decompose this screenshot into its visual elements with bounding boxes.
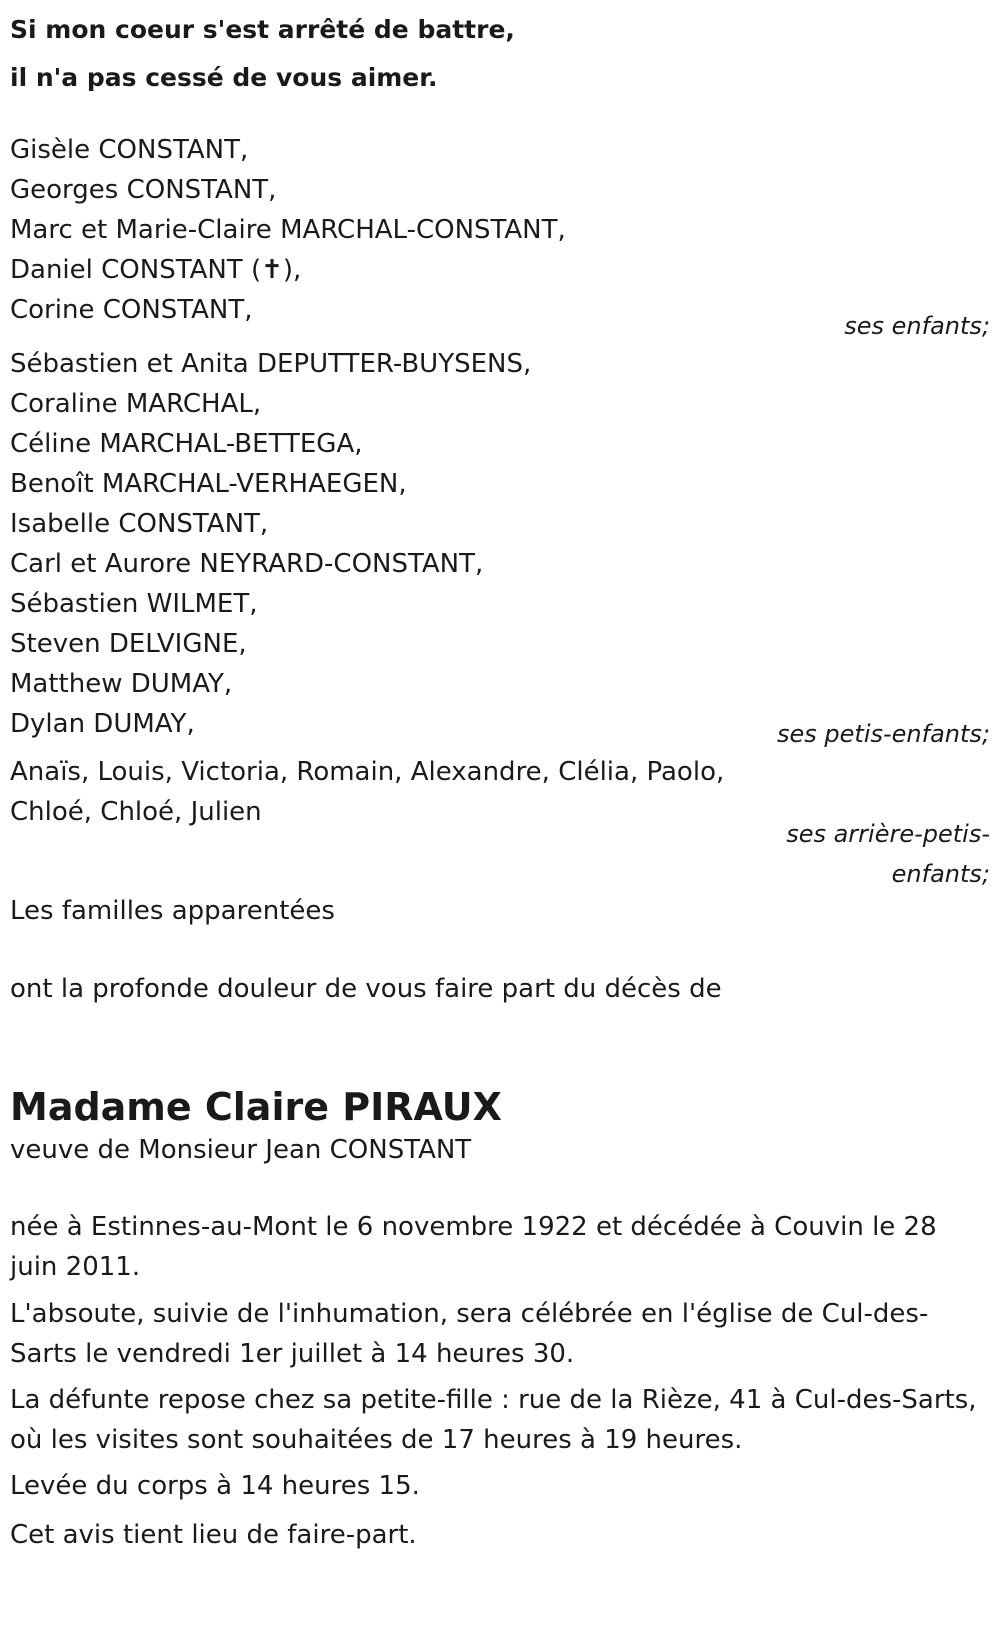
grandchild-name: Steven DELVIGNE, [10, 629, 247, 659]
child-name: Gisèle CONSTANT, [10, 135, 249, 165]
child-name: Marc et Marie-Claire MARCHAL-CONSTANT, [10, 215, 566, 245]
epitaph [10, 6, 515, 102]
notice-line: Cet avis tient lieu de faire-part. [10, 1520, 417, 1550]
grandchild-name: Matthew DUMAY, [10, 669, 233, 699]
grandchild-name: Céline MARCHAL-BETTEGA, [10, 429, 363, 459]
children-list [10, 130, 566, 330]
grandchild-name: Dylan DUMAY, [10, 709, 195, 739]
departure-line: Levée du corps à 14 heures 15. [10, 1471, 420, 1501]
grandchild-name: Carl et Aurore NEYRARD-CONSTANT, [10, 549, 484, 579]
children-role: ses enfants; [844, 312, 990, 340]
great-grandchildren-role-line-2: enfants; [891, 860, 990, 888]
great-grandchildren-line: Chloé, Chloé, Julien [10, 797, 262, 827]
child-name: Corine CONSTANT, [10, 295, 253, 325]
widow-of-line: veuve de Monsieur Jean CONSTANT [10, 1135, 472, 1165]
announcement-line: ont la profonde douleur de vous faire part du décès de [10, 974, 722, 1004]
epitaph-line-2: il n'a pas cessé de vous aimer. [10, 63, 438, 92]
grandchild-name: Coraline MARCHAL, [10, 389, 262, 419]
grandchild-name: Benoît MARCHAL-VERHAEGEN, [10, 469, 407, 499]
child-name: Daniel CONSTANT (✝), [10, 255, 302, 285]
visitation-paragraph: La défunte repose chez sa petite-fille : rue de la Rièze, 41 à Cul-des-Sarts, où les visites sont souhaitées de 17 heures à 19 heures. [10, 1385, 977, 1455]
grandchildren-role: ses petis-enfants; [777, 720, 990, 748]
epitaph-line-1: Si mon coeur s'est arrêté de battre, [10, 15, 515, 44]
great-grandchildren-role [786, 814, 990, 894]
birth-death-paragraph: née à Estinnes-au-Mont le 6 novembre 1922 et décédée à Couvin le 28 juin 2011. [10, 1212, 937, 1282]
grandchild-name: Sébastien et Anita DEPUTTER-BUYSENS, [10, 349, 532, 379]
deceased-name: Madame Claire PIRAUX [10, 1085, 502, 1129]
grandchildren-list [10, 344, 531, 744]
grandchild-name: Sébastien WILMET, [10, 589, 258, 619]
great-grandchildren-role-line-1: ses arrière-petis- [786, 820, 990, 848]
great-grandchildren-list [10, 752, 724, 832]
relatives-line: Les familles apparentées [10, 896, 335, 926]
great-grandchildren-line: Anaïs, Louis, Victoria, Romain, Alexandre, Clélia, Paolo, [10, 757, 725, 787]
ceremony-paragraph: L'absoute, suivie de l'inhumation, sera célébrée en l'église de Cul-des-Sarts le vendredi 1er juillet à 14 heures 30. [10, 1299, 929, 1369]
grandchild-name: Isabelle CONSTANT, [10, 509, 269, 539]
child-name: Georges CONSTANT, [10, 175, 277, 205]
